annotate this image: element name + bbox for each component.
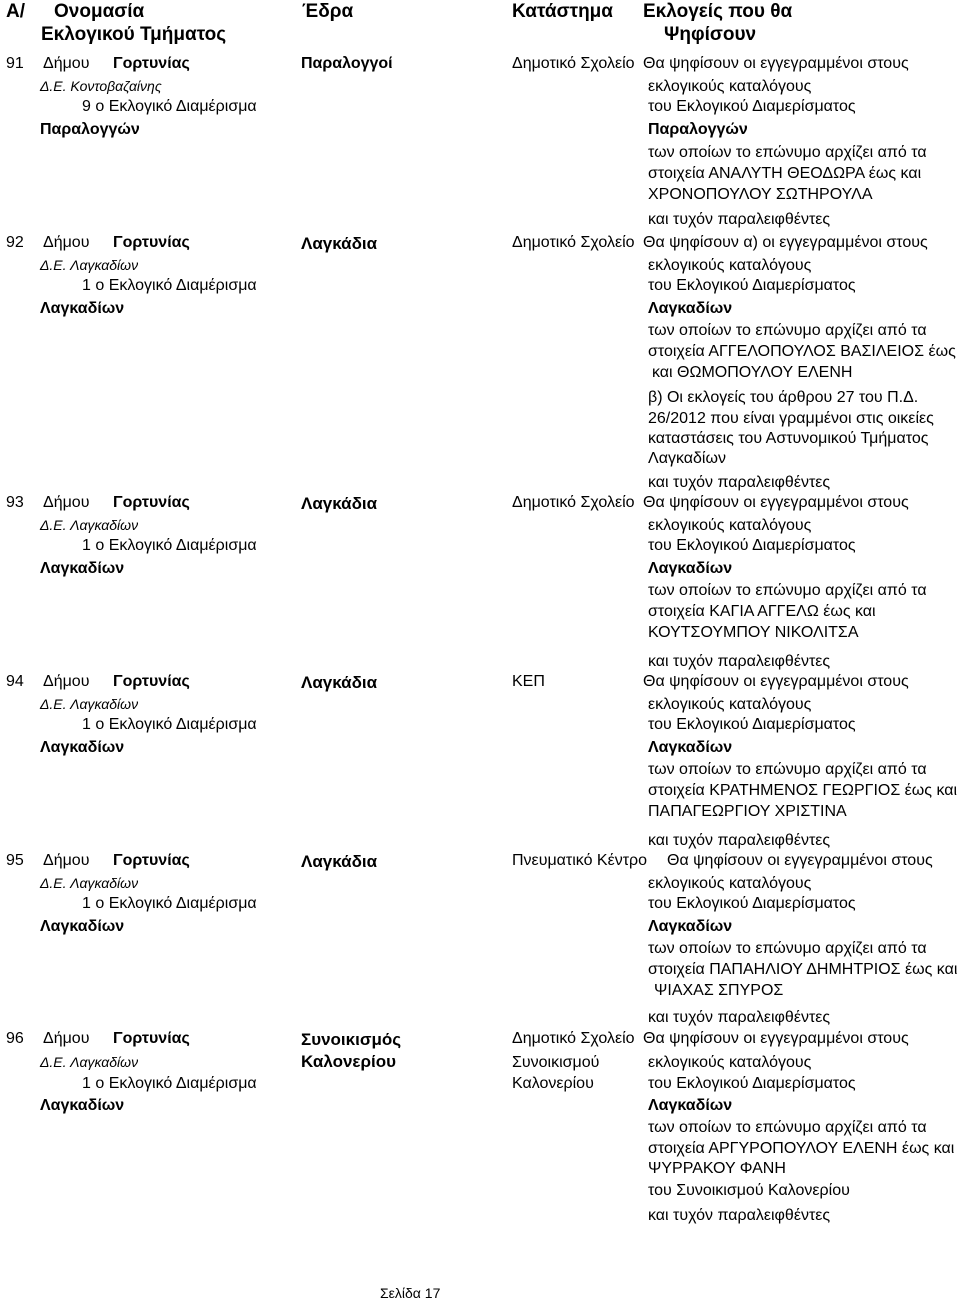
row-municipality-label: Δήμου <box>43 852 90 869</box>
row-voters-line: καταστάσεις του Αστυνομικού Τμήματος <box>648 430 929 447</box>
row-venue-line2: Συνοικισμού <box>512 1054 600 1071</box>
row-district: 9 ο Εκλογικό Διαμέρισμα <box>82 98 257 115</box>
row-venue: Δημοτικό Σχολείο <box>512 494 635 511</box>
row-district-name: Παραλογγών <box>40 121 140 138</box>
row-voters-line: του Εκλογικού Διαμερίσματος <box>648 277 856 294</box>
row-voters-line: του Εκλογικού Διαμερίσματος <box>648 1075 856 1092</box>
page-number: Σελίδα 17 <box>380 1285 441 1301</box>
row-municipality-label: Δήμου <box>43 55 90 72</box>
row-voters-line: των οποίων το επώνυμο αρχίζει από τα <box>648 322 927 339</box>
row-venue: Πνευματικό Κέντρο <box>512 852 648 869</box>
row-number: 92 <box>6 234 24 251</box>
row-voters-line: Λαγκαδίων <box>648 1097 733 1114</box>
row-voters-line: ΠΑΠΑΓΕΩΡΓΙΟΥ ΧΡΙΣΤΙΝΑ <box>648 803 847 820</box>
row-voters-line: στοιχεία ΚΑΓΙΑ ΑΓΓΕΛΩ έως και <box>648 603 876 620</box>
header-col-name-line1: Ονομασία <box>54 1 145 22</box>
row-voters-line: του Εκλογικού Διαμερίσματος <box>648 537 856 554</box>
row-municipality-name: Γορτυνίας <box>113 673 190 690</box>
row-voters-line: των οποίων το επώνυμο αρχίζει από τα <box>648 1119 927 1136</box>
header-col-venue: Κατάστημα <box>512 1 613 22</box>
row-voters-line: στοιχεία ΑΓΓΕΛΟΠΟΥΛΟΣ ΒΑΣΙΛΕΙΟΣ έως <box>648 343 956 360</box>
row-voters-line: εκλογικούς καταλόγους <box>648 78 812 95</box>
row-district-name: Λαγκαδίων <box>40 918 125 935</box>
row-venue-line3: Καλονερίου <box>512 1075 594 1092</box>
row-district-name: Λαγκαδίων <box>40 560 125 577</box>
row-number: 91 <box>6 55 24 72</box>
row-municipality-name: Γορτυνίας <box>113 55 190 72</box>
row-voters-line: εκλογικούς καταλόγους <box>648 257 812 274</box>
row-voters-line: των οποίων το επώνυμο αρχίζει από τα <box>648 144 927 161</box>
row-seat: Λαγκάδια <box>301 234 378 253</box>
row-voters-line: Θα ψηφίσουν οι εγγεγραμμένοι στους <box>643 55 909 72</box>
row-voters-line: Παραλογγών <box>648 121 748 138</box>
row-voters-line: Θα ψηφίσουν α) οι εγγεγραμμένοι στους <box>643 234 928 251</box>
row-voters-line: και τυχόν παραλειφθέντες <box>648 1207 831 1224</box>
row-seat: Συνοικισμός <box>301 1030 402 1049</box>
row-municipality-name: Γορτυνίας <box>113 234 190 251</box>
row-voters-line: εκλογικούς καταλόγους <box>648 875 812 892</box>
row-voters-line: των οποίων το επώνυμο αρχίζει από τα <box>648 761 927 778</box>
row-seat-line2: Καλονερίου <box>301 1052 397 1071</box>
row-voters-line: Λαγκαδίων <box>648 300 733 317</box>
row-municipal-unit: Δ.Ε. Λαγκαδίων <box>40 875 139 891</box>
row-voters-line: των οποίων το επώνυμο αρχίζει από τα <box>648 940 927 957</box>
row-municipality-name: Γορτυνίας <box>113 1030 190 1047</box>
row-district-name: Λαγκαδίων <box>40 739 125 756</box>
row-voters-line: και τυχόν παραλειφθέντες <box>648 211 831 228</box>
row-district: 1 ο Εκλογικό Διαμέρισμα <box>82 537 257 554</box>
header-col-name-line2: Εκλογικού Τμήματος <box>41 24 227 45</box>
row-voters-line: Λαγκαδίων <box>648 739 733 756</box>
row-voters-line: εκλογικούς καταλόγους <box>648 517 812 534</box>
row-municipal-unit: Δ.Ε. Λαγκαδίων <box>40 696 139 712</box>
row-seat: Παραλογγοί <box>301 55 393 72</box>
row-municipal-unit: Δ.Ε. Λαγκαδίων <box>40 1054 139 1070</box>
row-voters-line: και τυχόν παραλειφθέντες <box>648 832 831 849</box>
row-number: 93 <box>6 494 24 511</box>
row-voters-line: στοιχεία ΑΡΓΥΡΟΠΟΥΛΟΥ ΕΛΕΝΗ έως και <box>648 1140 955 1157</box>
row-district: 1 ο Εκλογικό Διαμέρισμα <box>82 895 257 912</box>
row-voters-line: Λαγκαδίων <box>648 450 726 467</box>
row-venue: Δημοτικό Σχολείο <box>512 55 635 72</box>
row-district: 1 ο Εκλογικό Διαμέρισμα <box>82 1075 257 1092</box>
row-voters-line: ΨΥΡΡΑΚΟΥ ΦΑΝΗ <box>648 1160 786 1177</box>
row-district: 1 ο Εκλογικό Διαμέρισμα <box>82 277 257 294</box>
row-venue: Δημοτικό Σχολείο <box>512 1030 635 1047</box>
row-number: 95 <box>6 852 24 869</box>
row-voters-line: εκλογικούς καταλόγους <box>648 696 812 713</box>
row-municipality-label: Δήμου <box>43 1030 90 1047</box>
row-voters-line: και τυχόν παραλειφθέντες <box>648 474 831 491</box>
row-municipality-name: Γορτυνίας <box>113 852 190 869</box>
row-voters-line: Θα ψηφίσουν οι εγγεγραμμένοι στους <box>667 852 933 869</box>
row-venue: Δημοτικό Σχολείο <box>512 234 635 251</box>
row-municipality-label: Δήμου <box>43 494 90 511</box>
row-municipality-label: Δήμου <box>43 673 90 690</box>
row-voters-line: στοιχεία ΠΑΠΑΗΛΙΟΥ ΔΗΜΗΤΡΙΟΣ έως και <box>648 961 958 978</box>
row-district-name: Λαγκαδίων <box>40 1097 125 1114</box>
row-voters-line: του Εκλογικού Διαμερίσματος <box>648 716 856 733</box>
row-municipality-label: Δήμου <box>43 234 90 251</box>
row-voters-line: Λαγκαδίων <box>648 560 733 577</box>
row-seat: Λαγκάδια <box>301 673 378 692</box>
row-voters-line: ΚΟΥΤΣΟΥΜΠΟΥ ΝΙΚΟΛΙΤΣΑ <box>648 624 859 641</box>
row-voters-line: στοιχεία ΚΡΑΤΗΜΕΝΟΣ ΓΕΩΡΓΙΟΣ έως και <box>648 782 958 799</box>
row-municipality-name: Γορτυνίας <box>113 494 190 511</box>
row-voters-line: και τυχόν παραλειφθέντες <box>648 653 831 670</box>
header-col-number: Α/ <box>6 1 25 22</box>
row-voters-line: εκλογικούς καταλόγους <box>648 1054 812 1071</box>
row-municipal-unit: Δ.Ε. Κοντοβαζαίνης <box>40 78 162 94</box>
row-voters-line: του Εκλογικού Διαμερίσματος <box>648 895 856 912</box>
header-col-voters-line1: Εκλογείς που θα <box>643 1 793 22</box>
row-voters-line: Θα ψηφίσουν οι εγγεγραμμένοι στους <box>643 1030 909 1047</box>
row-voters-line: και ΘΩΜΟΠΟΥΛΟΥ ΕΛΕΝΗ <box>652 364 853 381</box>
row-voters-line: Θα ψηφίσουν οι εγγεγραμμένοι στους <box>643 494 909 511</box>
row-municipal-unit: Δ.Ε. Λαγκαδίων <box>40 257 139 273</box>
row-voters-line: Θα ψηφίσουν οι εγγεγραμμένοι στους <box>643 673 909 690</box>
row-district-name: Λαγκαδίων <box>40 300 125 317</box>
row-venue: ΚΕΠ <box>512 673 545 690</box>
row-voters-line: και τυχόν παραλειφθέντες <box>648 1009 831 1026</box>
row-voters-line: των οποίων το επώνυμο αρχίζει από τα <box>648 582 927 599</box>
row-number: 96 <box>6 1030 24 1047</box>
row-voters-line: του Συνοικισμού Καλονερίου <box>648 1182 850 1199</box>
row-voters-line: 26/2012 που είναι γραμμένοι στις οικείες <box>648 410 934 427</box>
row-district: 1 ο Εκλογικό Διαμέρισμα <box>82 716 257 733</box>
header-col-voters-line2: Ψηφίσουν <box>664 24 757 45</box>
row-seat: Λαγκάδια <box>301 852 378 871</box>
row-voters-line: β) Οι εκλογείς του άρθρου 27 του Π.Δ. <box>648 389 919 406</box>
row-municipal-unit: Δ.Ε. Λαγκαδίων <box>40 517 139 533</box>
row-voters-line: ΨΙΑΧΑΣ ΣΠΥΡΟΣ <box>654 982 784 999</box>
row-voters-line: του Εκλογικού Διαμερίσματος <box>648 98 856 115</box>
row-voters-line: στοιχεία ΑΝΑΛΥΤΗ ΘΕΟΔΩΡΑ έως και <box>648 165 922 182</box>
row-voters-line: Λαγκαδίων <box>648 918 733 935</box>
row-seat: Λαγκάδια <box>301 494 378 513</box>
row-number: 94 <box>6 673 24 690</box>
row-voters-line: ΧΡΟΝΟΠΟΥΛΟΥ ΣΩΤΗΡΟΥΛΑ <box>648 186 873 203</box>
header-col-seat: Έδρα <box>302 1 354 22</box>
